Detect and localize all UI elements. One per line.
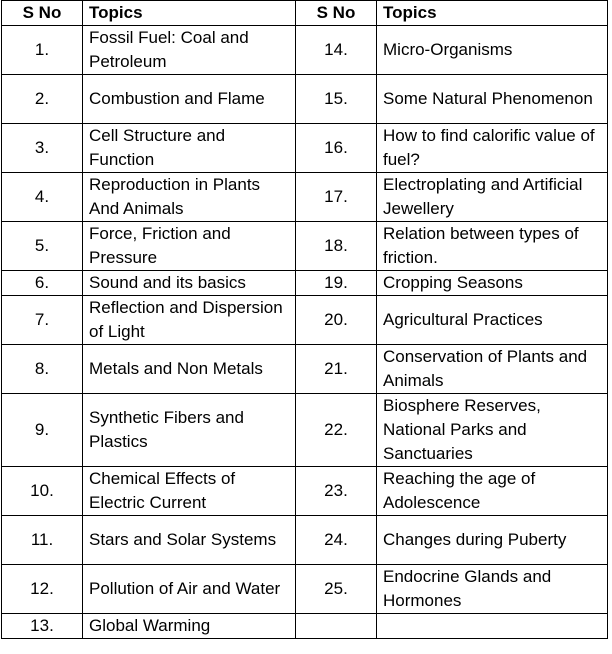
header-sno-right: S No <box>296 1 377 26</box>
topic-cell: Combustion and Flame <box>83 75 296 124</box>
table-row <box>2 26 608 75</box>
table-row <box>2 124 608 173</box>
table-row <box>2 565 608 614</box>
header-row <box>2 1 608 26</box>
table-row <box>2 394 608 467</box>
sno-cell: 10. <box>2 467 83 516</box>
topic-cell: Endocrine Glands and Hormones <box>377 565 608 614</box>
topic-cell: Sound and its basics <box>83 271 296 296</box>
table-row <box>2 222 608 271</box>
topics-table <box>1 0 608 639</box>
topic-cell: Chemical Effects of Electric Current <box>83 467 296 516</box>
table-row <box>2 173 608 222</box>
table-row <box>2 516 608 565</box>
sno-cell: 20. <box>296 296 377 345</box>
sno-cell: 13. <box>2 614 83 639</box>
sno-cell: 12. <box>2 565 83 614</box>
sno-cell: 5. <box>2 222 83 271</box>
topic-cell: Electroplating and Artificial Jewellery <box>377 173 608 222</box>
topic-cell: Global Warming <box>83 614 296 639</box>
sno-cell: 21. <box>296 345 377 394</box>
sno-cell: 22. <box>296 394 377 467</box>
table-row <box>2 296 608 345</box>
sno-cell: 9. <box>2 394 83 467</box>
topic-cell: Pollution of Air and Water <box>83 565 296 614</box>
table-row <box>2 467 608 516</box>
table-row <box>2 345 608 394</box>
topic-cell: Some Natural Phenomenon <box>377 75 608 124</box>
sno-cell: 16. <box>296 124 377 173</box>
sno-cell <box>296 614 377 639</box>
table-row <box>2 614 608 639</box>
header-sno-left: S No <box>2 1 83 26</box>
sno-cell: 23. <box>296 467 377 516</box>
sno-cell: 4. <box>2 173 83 222</box>
topic-cell: Micro-Organisms <box>377 26 608 75</box>
topic-cell: Force, Friction and Pressure <box>83 222 296 271</box>
topic-cell: Cell Structure and Function <box>83 124 296 173</box>
topic-cell: Biosphere Reserves, National Parks and Sanctuaries <box>377 394 608 467</box>
topic-cell: Reflection and Dispersion of Light <box>83 296 296 345</box>
topic-cell: Synthetic Fibers and Plastics <box>83 394 296 467</box>
sno-cell: 14. <box>296 26 377 75</box>
sno-cell: 15. <box>296 75 377 124</box>
topic-cell: Stars and Solar Systems <box>83 516 296 565</box>
sno-cell: 3. <box>2 124 83 173</box>
topic-cell: How to find calorific value of fuel? <box>377 124 608 173</box>
sno-cell: 1. <box>2 26 83 75</box>
topic-cell: Fossil Fuel: Coal and Petroleum <box>83 26 296 75</box>
sno-cell: 19. <box>296 271 377 296</box>
sno-cell: 8. <box>2 345 83 394</box>
topic-cell: Changes during Puberty <box>377 516 608 565</box>
sno-cell: 25. <box>296 565 377 614</box>
table-row <box>2 271 608 296</box>
header-topics-right: Topics <box>377 1 608 26</box>
topic-cell: Relation between types of friction. <box>377 222 608 271</box>
sno-cell: 2. <box>2 75 83 124</box>
topic-cell: Reproduction in Plants And Animals <box>83 173 296 222</box>
sno-cell: 7. <box>2 296 83 345</box>
sno-cell: 17. <box>296 173 377 222</box>
header-topics-left: Topics <box>83 1 296 26</box>
topic-cell: Reaching the age of Adolescence <box>377 467 608 516</box>
topic-cell: Cropping Seasons <box>377 271 608 296</box>
sno-cell: 6. <box>2 271 83 296</box>
sno-cell: 11. <box>2 516 83 565</box>
topic-cell: Agricultural Practices <box>377 296 608 345</box>
sno-cell: 24. <box>296 516 377 565</box>
topic-cell: Conservation of Plants and Animals <box>377 345 608 394</box>
topic-cell <box>377 614 608 639</box>
table-row <box>2 75 608 124</box>
topic-cell: Metals and Non Metals <box>83 345 296 394</box>
sno-cell: 18. <box>296 222 377 271</box>
